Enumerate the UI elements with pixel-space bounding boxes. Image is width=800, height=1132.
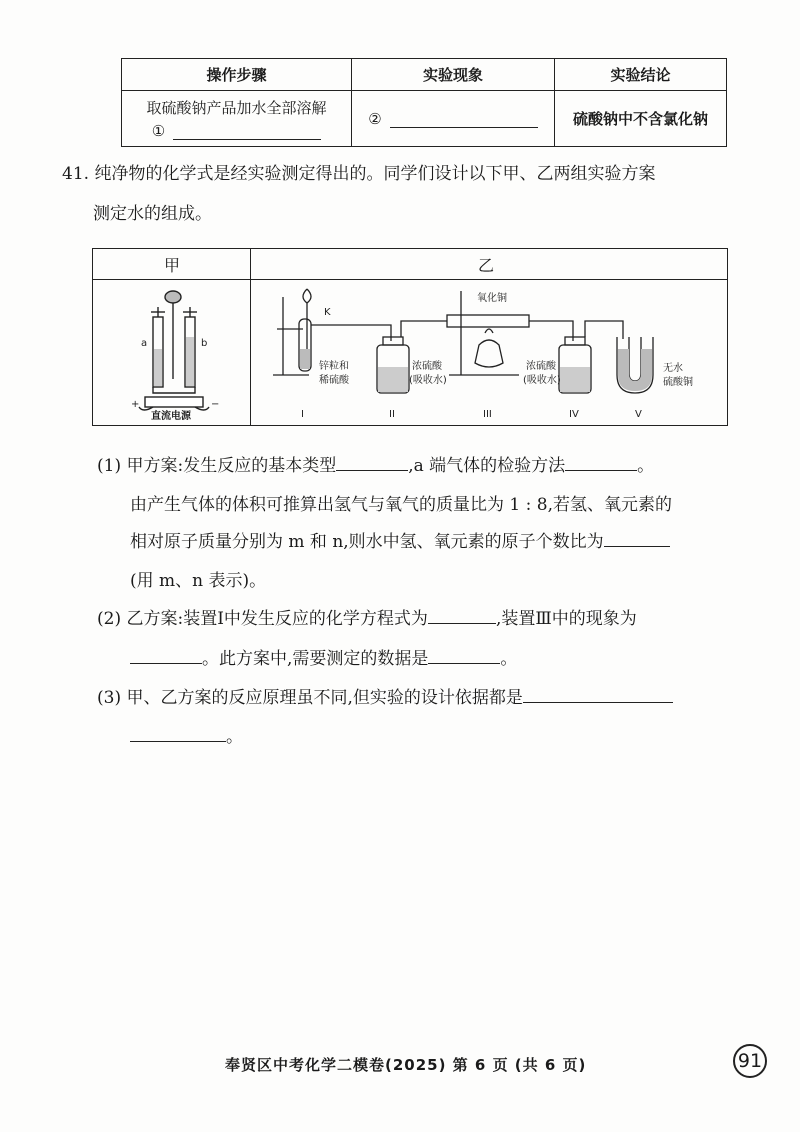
part-1-line3 [130, 527, 670, 552]
step-text: 取硫酸钠产品加水全部溶解 [146, 99, 327, 117]
apparatus-figure [92, 248, 728, 426]
acid-label-2a: 浓硫酸 [526, 361, 556, 372]
apparatus-number: IV [569, 409, 579, 420]
page-footer: 奉贤区中考化学二模卷(2025) 第 6 页 (共 6 页) [225, 1056, 587, 1074]
copper-oxide-label: 氧化铜 [477, 293, 507, 304]
question-number: 41. [62, 164, 90, 184]
apparatus-number: III [483, 409, 492, 420]
part-1-text-line3: 相对原子质量分别为 m 和 n,则水中氢、氧元素的原子个数比为 [130, 532, 604, 552]
answer-marker: ① [151, 122, 166, 140]
answer-blank [604, 532, 670, 547]
question-41-line1 [62, 162, 655, 186]
part-3-line1 [97, 683, 673, 708]
minus-label: − [211, 399, 220, 410]
label-jia: 甲 [164, 256, 181, 275]
electrode-b-label: b [201, 338, 208, 349]
table-header: 实验结论 [555, 59, 727, 91]
table-cell-phenomenon [352, 91, 555, 147]
answer-blank [130, 649, 202, 664]
part-2-text-d: 。 [500, 649, 518, 669]
part-2-line1 [97, 604, 637, 629]
answer-blank [523, 688, 673, 703]
page-number-badge: 91 [733, 1044, 767, 1078]
answer-marker: ② [368, 109, 382, 128]
question-41-line2: 测定水的组成。 [93, 204, 212, 224]
part-1-text-c: 。 [637, 456, 655, 476]
table-header-row [122, 59, 727, 91]
cuso4-label-1: 无水 [663, 363, 683, 374]
apparatus-number: II [389, 409, 395, 420]
apparatus-number: V [635, 409, 642, 420]
answer-blank [336, 456, 408, 471]
part-1-line2: 由产生气体的体积可推算出氢气与氧气的质量比为 1 : 8,若氢、氧元素的 [130, 495, 672, 515]
part-1-text-a: (1) 甲方案:发生反应的基本类型 [97, 456, 337, 476]
cuso4-label-2: 硫酸铜 [663, 377, 693, 388]
answer-blank [428, 609, 496, 624]
figure-header [93, 249, 727, 280]
acid-label-1b: (吸收水) [409, 375, 447, 386]
part-3-text-a: (3) 甲、乙方案的反应原理虽不同,但实验的设计依据都是 [97, 688, 523, 708]
experiment-table [121, 58, 727, 147]
part-2-text-a: (2) 乙方案:装置Ⅰ中发生反应的化学方程式为 [97, 609, 428, 629]
part-1-text-b: ,a 端气体的检验方法 [408, 456, 566, 476]
label-yi: 乙 [478, 256, 495, 275]
answer-blank [390, 111, 538, 128]
answer-blank [565, 456, 637, 471]
part-1-line4: (用 m、n 表示)。 [130, 571, 267, 591]
electrolysis-apparatus-diagram [93, 279, 250, 425]
valve-k-label: K [324, 307, 331, 318]
electrode-a-label: a [141, 338, 148, 349]
acid-label-1a: 浓硫酸 [412, 361, 442, 372]
table-cell-step [122, 91, 352, 147]
table-row [122, 91, 727, 147]
answer-blank [173, 123, 321, 140]
question-text: 纯净物的化学式是经实验测定得出的。同学们设计以下甲、乙两组实验方案 [94, 164, 656, 184]
apparatus-number: I [301, 409, 304, 420]
zinc-label-2: 稀硫酸 [319, 375, 349, 386]
plus-label: + [131, 399, 140, 410]
acid-label-2b: (吸收水) [523, 375, 561, 386]
zinc-label-1: 锌粒和 [319, 361, 349, 372]
table-cell-conclusion: 硫酸钠中不含氯化钠 [555, 91, 727, 147]
part-3-line2 [130, 722, 243, 747]
hydrogen-reduction-apparatus-diagram [251, 279, 727, 425]
table-header: 实验现象 [352, 59, 555, 91]
power-supply-label: 直流电源 [151, 411, 191, 422]
answer-blank [428, 649, 500, 664]
part-2-text-c: 。此方案中,需要测定的数据是 [202, 649, 429, 669]
part-1-line1 [97, 451, 654, 476]
table-header: 操作步骤 [122, 59, 352, 91]
answer-blank [130, 727, 226, 742]
part-2-line2 [130, 644, 517, 669]
part-3-text-b: 。 [226, 727, 243, 747]
part-2-text-b: ,装置Ⅲ中的现象为 [495, 609, 637, 629]
